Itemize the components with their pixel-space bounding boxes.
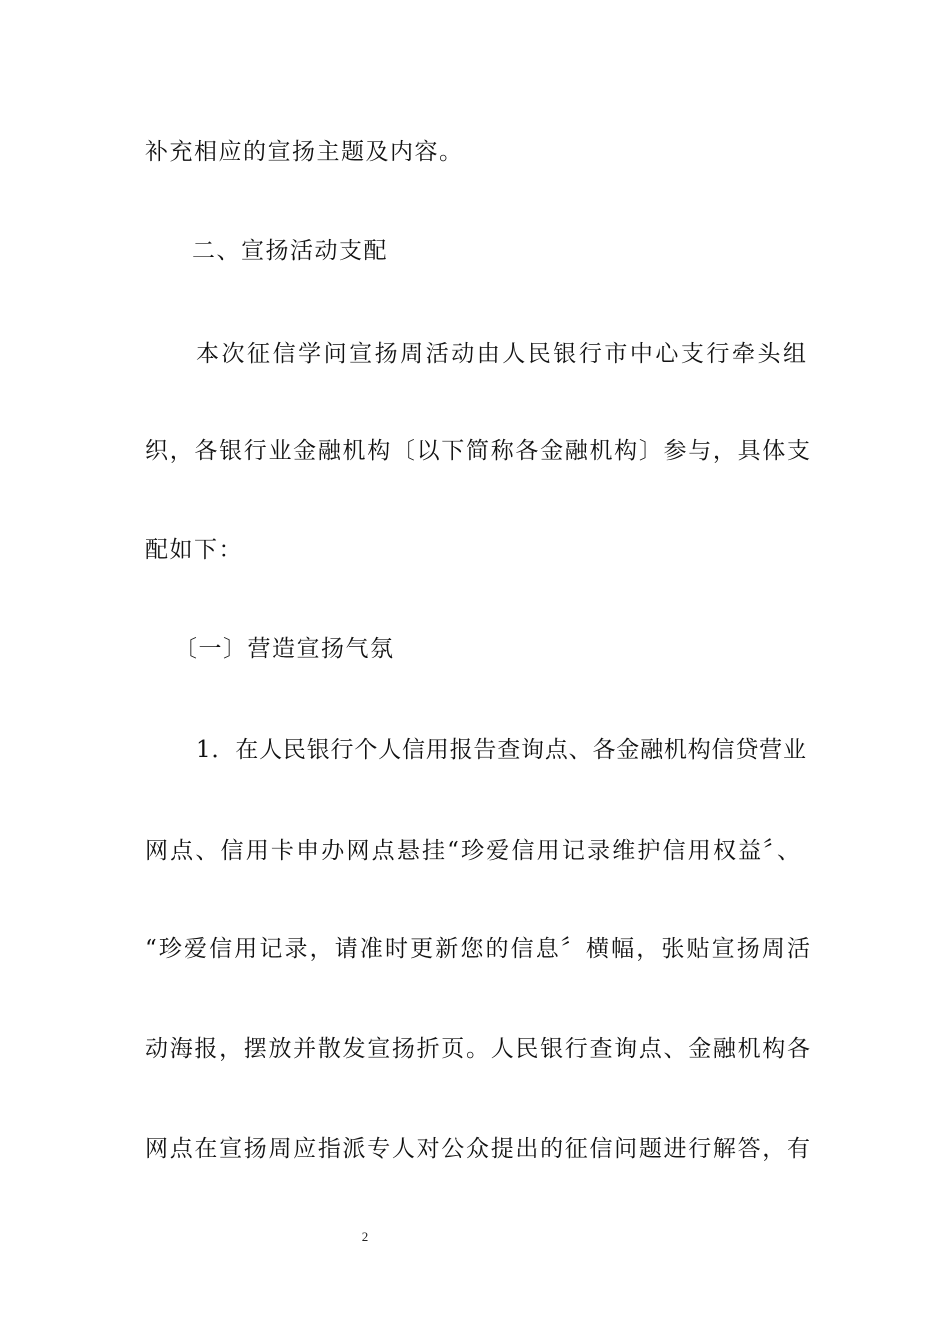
paragraph-line: 网点、信用卡申办网点悬挂“珍爱信用记录维护信用权益〞、 — [145, 838, 800, 864]
paragraph-line: 配如下： — [145, 537, 243, 563]
subsection-heading: 〔一〕营造宣扬气氛 — [174, 636, 395, 662]
paragraph-line: 补充相应的宣扬主题及内容。 — [145, 139, 464, 165]
section-heading: 二、宣扬活动支配 — [192, 238, 388, 264]
paragraph-line: 动海报，摆放并散发宣扬折页。人民银行查询点、金融机构各 — [145, 1036, 810, 1062]
paragraph-line: 1．在人民银行个人信用报告查询点、各金融机构信贷营业 — [196, 737, 806, 763]
paragraph-line: 网点在宣扬周应指派专人对公众提出的征信问题进行解答，有 — [145, 1136, 810, 1162]
paragraph-line: 本次征信学问宣扬周活动由人民银行市中心支行牵头组 — [196, 341, 806, 367]
page-number: 2 — [361, 1229, 369, 1244]
paragraph-line: “珍爱信用记录，请准时更新您的信息〞横幅，张贴宣扬周活 — [145, 936, 810, 962]
paragraph-line: 织，各银行业金融机构〔以下简称各金融机构〕参与，具体支 — [145, 438, 810, 464]
